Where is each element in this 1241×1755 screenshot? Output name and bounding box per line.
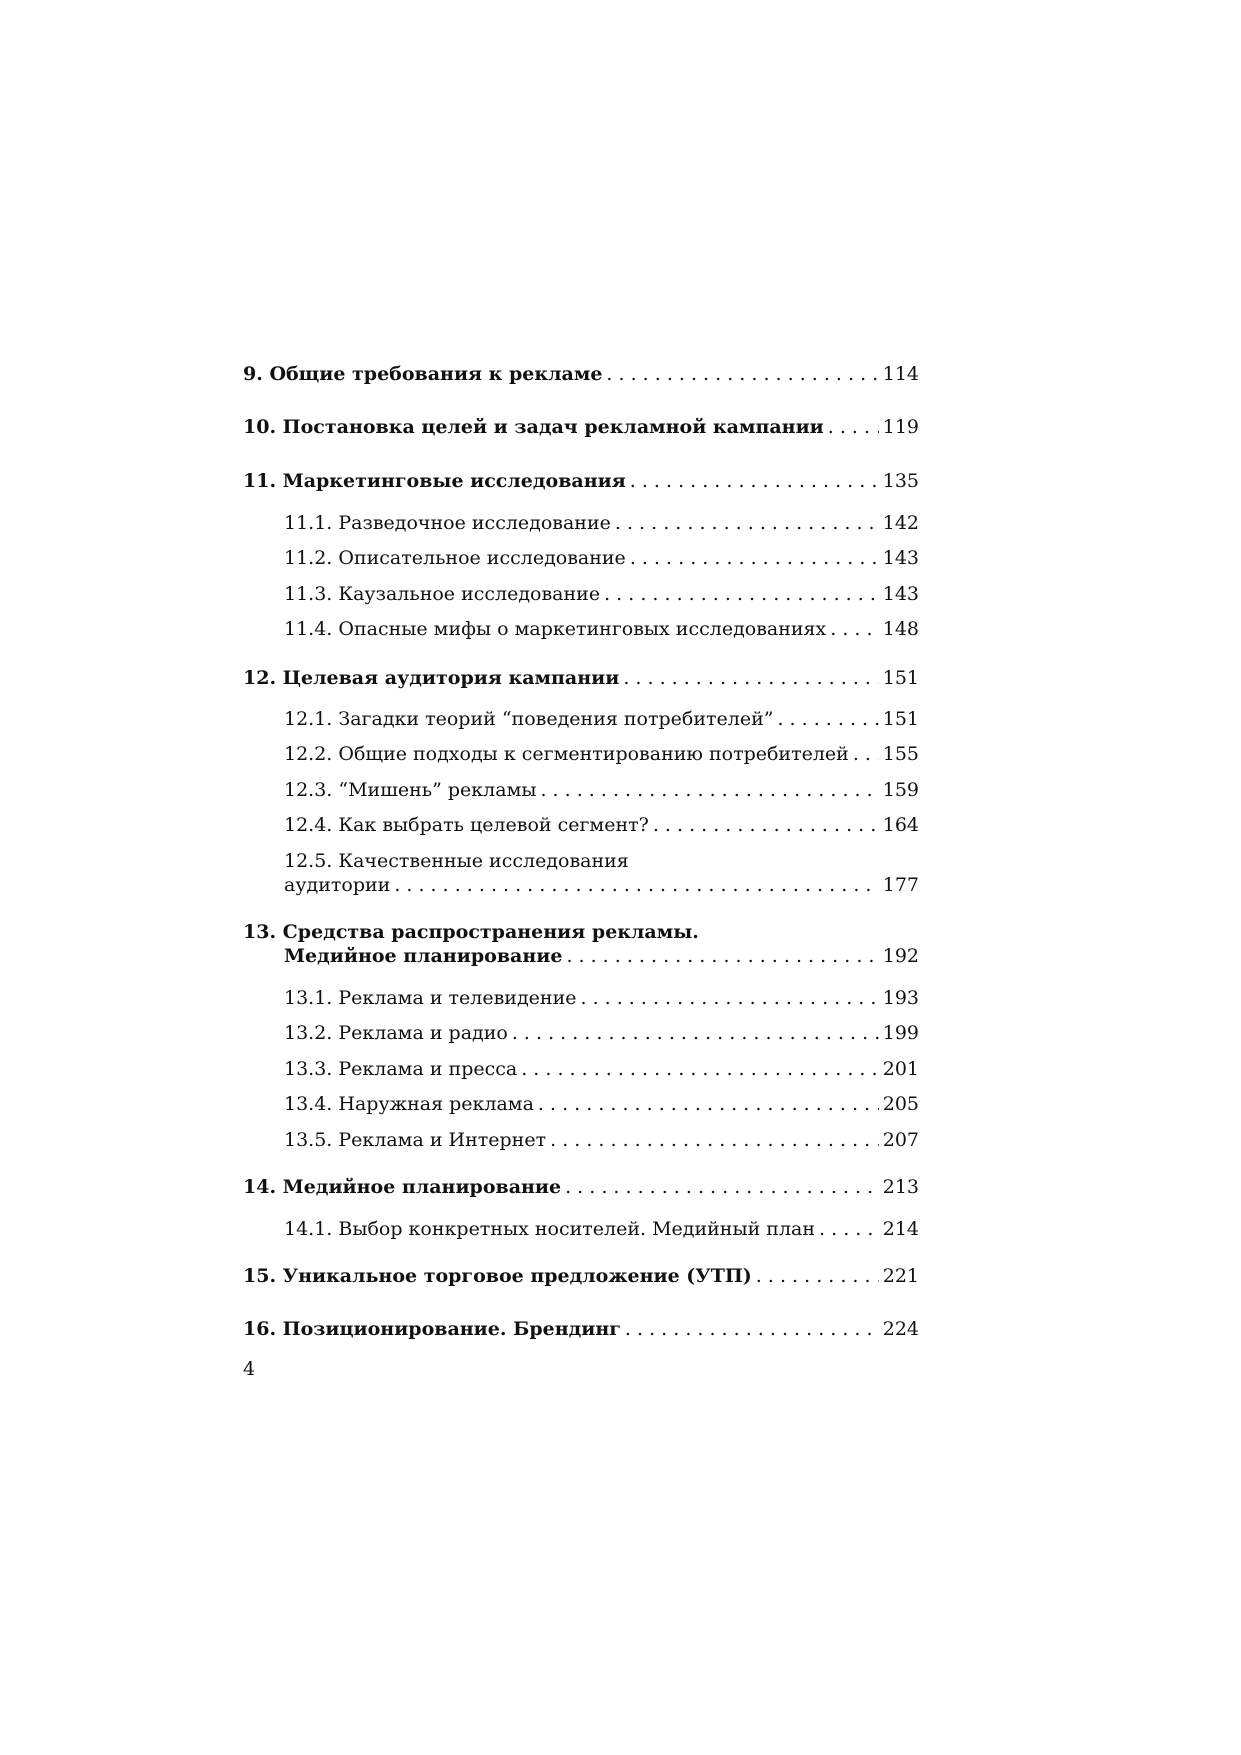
toc-entry-title: 14. Медийное планирование (243, 1176, 562, 1198)
dot-leader (630, 547, 879, 569)
toc-entry-12-1 (243, 708, 919, 730)
toc-entry-title: 13.2. Реклама и радио (284, 1022, 508, 1044)
toc-entry-page: 151 (882, 667, 919, 689)
dot-leader (550, 1129, 879, 1151)
dot-leader (853, 743, 879, 765)
toc-entry-page: 164 (882, 814, 919, 836)
dot-leader (623, 667, 878, 689)
dot-leader (580, 987, 878, 1009)
toc-entry-15 (243, 1265, 919, 1287)
dot-leader (828, 416, 879, 438)
table-of-contents (243, 0, 919, 1755)
toc-entry-title: 11.3. Каузальное исследование (284, 583, 601, 605)
toc-entry-11 (243, 470, 919, 492)
toc-entry-page: 199 (882, 1022, 919, 1044)
toc-entry-title: 16. Позиционирование. Брендинг (243, 1318, 621, 1340)
toc-entry-page: 119 (882, 416, 919, 438)
dot-leader (625, 1318, 879, 1340)
toc-entry-title: 12. Целевая аудитория кампании (243, 667, 620, 689)
toc-entry-page: 192 (882, 945, 919, 967)
dot-leader (566, 945, 878, 967)
dot-leader (630, 470, 879, 492)
toc-entry-title: аудитории (284, 874, 391, 896)
toc-entry-page: 114 (882, 363, 919, 385)
toc-entry-title: 13.3. Реклама и пресса (284, 1058, 518, 1080)
toc-entry-12-5 (243, 874, 919, 896)
toc-entry-page: 201 (882, 1058, 919, 1080)
toc-entry-title: 9. Общие требования к рекламе (243, 363, 603, 385)
toc-entry-title: 12.1. Загадки теорий “поведения потребителей” (284, 708, 774, 730)
toc-entry-12-5-title-line1: 12.5. Качественные исследования (284, 850, 629, 872)
toc-entry-page: 177 (882, 874, 919, 896)
toc-entry-page: 151 (882, 708, 919, 730)
toc-entry-12-2 (243, 743, 919, 765)
dot-leader (540, 779, 878, 801)
dot-leader (512, 1022, 879, 1044)
toc-entry-title: Медийное планирование (284, 945, 563, 967)
toc-entry-10 (243, 416, 919, 438)
toc-entry-title: 10. Постановка целей и задач рекламной кампании (243, 416, 824, 438)
toc-entry-13-3 (243, 1058, 919, 1080)
toc-entry-page: 135 (882, 470, 919, 492)
toc-entry-page: 155 (882, 743, 919, 765)
toc-entry-13-1 (243, 987, 919, 1009)
dot-leader (653, 814, 879, 836)
toc-entry-11-3 (243, 583, 919, 605)
toc-entry-title: 11.1. Разведочное исследование (284, 512, 611, 534)
toc-entry-14-1 (243, 1218, 919, 1240)
toc-entry-11-2 (243, 547, 919, 569)
dot-leader (394, 874, 878, 896)
dot-leader (565, 1176, 879, 1198)
dot-leader (521, 1058, 879, 1080)
toc-entry-13 (243, 945, 919, 967)
toc-entry-title: 14.1. Выбор конкретных носителей. Медийный план (284, 1218, 816, 1240)
toc-entry-title: 11.4. Опасные мифы о маркетинговых исследованиях (284, 618, 827, 640)
toc-entry-13-4 (243, 1093, 919, 1115)
toc-entry-page: 142 (882, 512, 919, 534)
page-number: 4 (243, 1358, 256, 1380)
toc-entry-11-1 (243, 512, 919, 534)
toc-entry-title: 13.1. Реклама и телевидение (284, 987, 577, 1009)
toc-entry-page: 213 (882, 1176, 919, 1198)
toc-entry-page: 207 (882, 1129, 919, 1151)
dot-leader (830, 618, 878, 640)
toc-entry-title: 15. Уникальное торговое предложение (УТП) (243, 1265, 752, 1287)
toc-entry-13-2 (243, 1022, 919, 1044)
toc-entry-title: 11.2. Описательное исследование (284, 547, 626, 569)
toc-entry-page: 159 (882, 779, 919, 801)
toc-entry-title: 12.4. Как выбрать целевой сегмент? (284, 814, 649, 836)
toc-entry-9 (243, 363, 919, 385)
dot-leader (756, 1265, 879, 1287)
toc-entry-title: 12.3. “Мишень” рекламы (284, 779, 537, 801)
toc-entry-14 (243, 1176, 919, 1198)
dot-leader (777, 708, 878, 730)
dot-leader (819, 1218, 879, 1240)
dot-leader (604, 583, 879, 605)
toc-entry-page: 193 (882, 987, 919, 1009)
dot-leader (615, 512, 879, 534)
toc-entry-page: 221 (882, 1265, 919, 1287)
toc-entry-13-title-line1: 13. Средства распространения рекламы. (243, 921, 699, 943)
toc-entry-13-5 (243, 1129, 919, 1151)
toc-entry-page: 224 (882, 1318, 919, 1340)
toc-entry-title: 13.4. Наружная реклама (284, 1093, 534, 1115)
toc-entry-12-4 (243, 814, 919, 836)
toc-entry-title: 12.2. Общие подходы к сегментированию потребителей (284, 743, 849, 765)
dot-leader (538, 1093, 879, 1115)
toc-entry-title: 13.5. Реклама и Интернет (284, 1129, 547, 1151)
toc-entry-11-4 (243, 618, 919, 640)
toc-entry-12-3 (243, 779, 919, 801)
toc-entry-page: 148 (882, 618, 919, 640)
dot-leader (606, 363, 878, 385)
toc-entry-title: 11. Маркетинговые исследования (243, 470, 626, 492)
toc-entry-page: 214 (882, 1218, 919, 1240)
toc-entry-16 (243, 1318, 919, 1340)
toc-entry-page: 205 (882, 1093, 919, 1115)
toc-entry-page: 143 (882, 583, 919, 605)
toc-entry-12 (243, 667, 919, 689)
toc-entry-page: 143 (882, 547, 919, 569)
